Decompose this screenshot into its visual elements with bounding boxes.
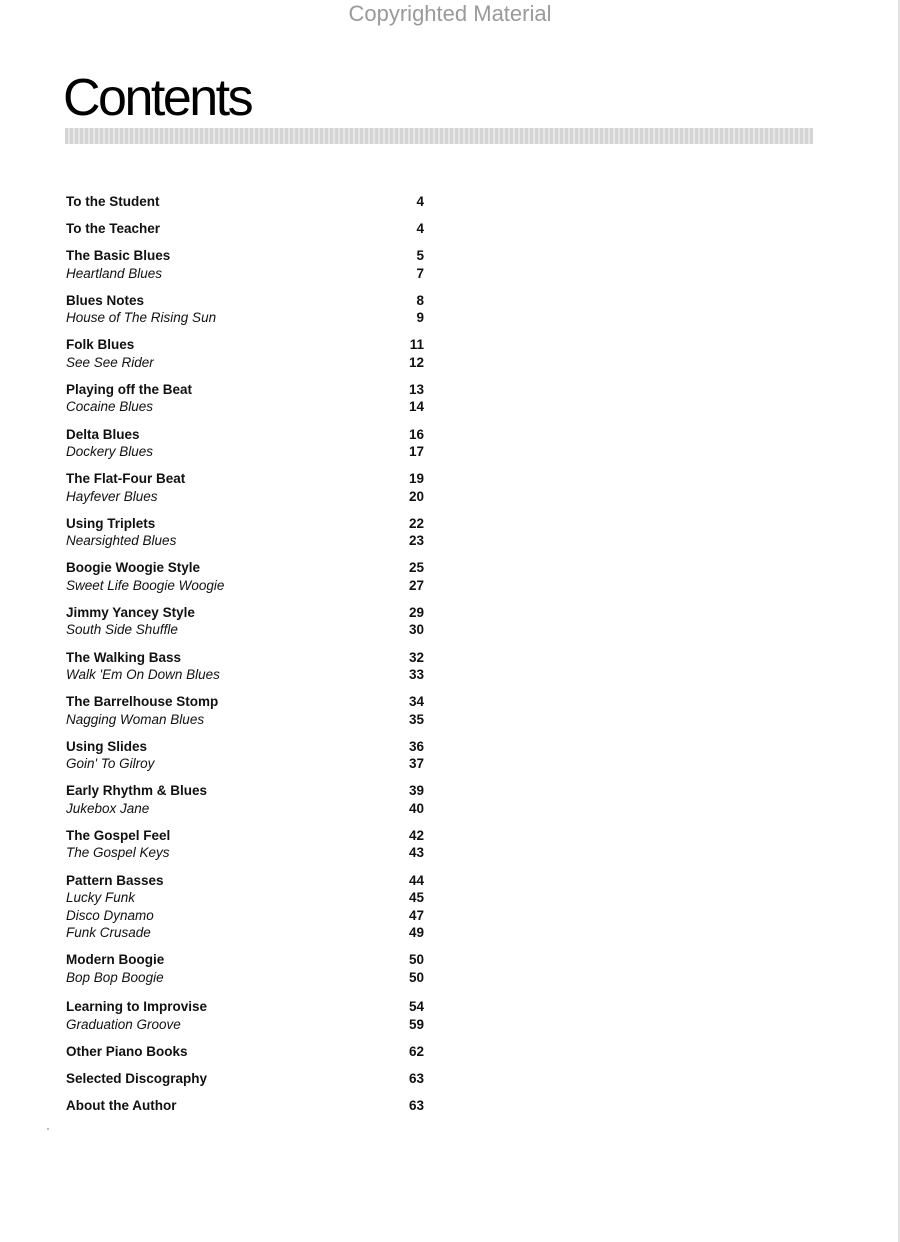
toc-song: [66, 924, 424, 942]
toc-song: [66, 265, 424, 283]
toc-section-title: Early Rhythm & Blues: [66, 783, 208, 799]
toc-section: [66, 515, 424, 533]
toc-song: [66, 488, 424, 506]
toc-song-title: Nagging Woman Blues: [66, 711, 205, 727]
toc-song-title: Goin' To Gilroy: [66, 756, 155, 772]
toc-page-number: 37: [408, 756, 424, 772]
toc-page-number: 4: [416, 221, 424, 237]
toc-section: [66, 220, 424, 238]
toc-page-number: 30: [408, 622, 424, 638]
toc-page-number: 50: [408, 952, 424, 968]
toc-page-number: 50: [408, 969, 424, 985]
toc-page-number: 20: [408, 488, 424, 504]
toc-page-number: 39: [408, 783, 424, 799]
toc-page-number: 9: [416, 310, 424, 326]
toc-section-title: About the Author: [66, 1097, 177, 1113]
toc-section-title: To the Student: [66, 194, 160, 209]
table-of-contents: [66, 193, 436, 1114]
toc-page-number: 32: [408, 649, 424, 665]
toc-section-title: Delta Blues: [66, 426, 140, 442]
toc-song: [66, 969, 424, 987]
toc-song-title: Nearsighted Blues: [66, 533, 177, 549]
toc-section: [66, 1043, 424, 1061]
toc-page-number: 5: [416, 248, 424, 264]
toc-song-title: Disco Dynamo: [66, 907, 154, 923]
toc-section-title: Blues Notes: [66, 292, 145, 308]
toc-section: [66, 782, 424, 800]
toc-song: [66, 666, 424, 684]
toc-song-title: Cocaine Blues: [66, 399, 154, 415]
toc-song-title: House of The Rising Sun: [66, 310, 217, 326]
toc-page-number: 63: [408, 1070, 424, 1086]
toc-song: [66, 711, 424, 729]
toc-song-title: Sweet Life Boogie Woogie: [66, 577, 225, 593]
toc-song-title: South Side Shuffle: [66, 622, 178, 638]
toc-page-number: 42: [408, 827, 424, 843]
page-title: Contents: [63, 69, 252, 127]
toc-section: [66, 827, 424, 845]
toc-section: [66, 1070, 424, 1088]
toc-song-title: Dockery Blues: [66, 444, 154, 460]
toc-page-number: 12: [408, 354, 424, 370]
toc-page-number: 16: [408, 426, 424, 442]
toc-song-title: See See Rider: [66, 354, 154, 370]
toc-section: [66, 381, 424, 399]
toc-section: [66, 426, 424, 444]
toc-song: [66, 398, 424, 416]
toc-section: [66, 1097, 424, 1115]
toc-page-number: 33: [408, 667, 424, 683]
toc-page-number: 44: [408, 872, 424, 888]
toc-page-number: 14: [408, 399, 424, 415]
toc-page-number: 22: [408, 515, 424, 531]
toc-section-title: Playing off the Beat: [66, 381, 193, 397]
toc-song: [66, 800, 424, 818]
toc-section-title: To the Teacher: [66, 221, 161, 237]
toc-section-title: The Gospel Feel: [66, 827, 171, 843]
toc-page-number: 43: [408, 845, 424, 861]
toc-page-number: 13: [408, 381, 424, 397]
toc-song: [66, 577, 424, 595]
toc-song-title: Heartland Blues: [66, 265, 163, 281]
toc-page-number: 23: [408, 533, 424, 549]
toc-page-number: 17: [408, 444, 424, 460]
toc-section: [66, 559, 424, 577]
toc-page-number: 45: [408, 890, 424, 905]
toc-page-number: 62: [408, 1043, 424, 1059]
toc-page-number: 40: [408, 800, 424, 816]
toc-section-title: Selected Discography: [66, 1070, 208, 1086]
toc-page-number: 7: [416, 265, 424, 281]
toc-page-number: 8: [416, 292, 424, 308]
toc-song: [66, 621, 424, 639]
toc-section-title: Boogie Woogie Style: [66, 560, 201, 576]
toc-section: [66, 951, 424, 969]
toc-page-number: 11: [409, 337, 424, 353]
toc-section-title: Jimmy Yancey Style: [66, 604, 195, 620]
toc-song: [66, 889, 424, 907]
toc-song-title: Funk Crusade: [66, 925, 151, 940]
toc-section-title: The Flat-Four Beat: [66, 471, 186, 487]
toc-section-title: Using Slides: [66, 738, 148, 754]
toc-page-number: 35: [408, 711, 424, 727]
toc-section-title: Learning to Improvise: [66, 999, 208, 1015]
toc-song-title: The Gospel Keys: [66, 845, 170, 861]
toc-page-number: 4: [416, 194, 424, 209]
toc-page-number: 29: [408, 604, 424, 620]
toc-section: [66, 872, 424, 890]
toc-section: [66, 470, 424, 488]
toc-song-title: Bop Bop Boogie: [66, 969, 164, 985]
toc-section: [66, 649, 424, 667]
toc-page-number: 63: [408, 1097, 424, 1113]
toc-song: [66, 309, 424, 327]
toc-page-number: 49: [408, 925, 424, 940]
toc-section-title: Pattern Basses: [66, 872, 164, 888]
toc-section: [66, 998, 424, 1016]
toc-song: [66, 1016, 424, 1034]
toc-section-title: The Walking Bass: [66, 649, 182, 665]
toc-song-title: Jukebox Jane: [66, 800, 150, 816]
toc-section: [66, 738, 424, 756]
toc-page-number: 27: [408, 577, 424, 593]
toc-song-title: Walk 'Em On Down Blues: [66, 667, 220, 683]
toc-song-title: Lucky Funk: [66, 890, 136, 905]
toc-section: [66, 336, 424, 354]
toc-section-title: Modern Boogie: [66, 952, 165, 968]
toc-section: [66, 604, 424, 622]
toc-page-number: 34: [408, 694, 424, 710]
toc-section-title: Using Triplets: [66, 515, 156, 531]
toc-song: [66, 907, 424, 925]
toc-song: [66, 532, 424, 550]
toc-page-number: 25: [408, 560, 424, 576]
toc-song: [66, 443, 424, 461]
toc-section-title: Folk Blues: [66, 337, 135, 353]
toc-page-number: 19: [408, 471, 424, 487]
toc-section-title: The Barrelhouse Stomp: [66, 694, 219, 710]
toc-section-title: Other Piano Books: [66, 1043, 188, 1059]
toc-song-title: Graduation Groove: [66, 1016, 181, 1032]
toc-song: [66, 844, 424, 862]
title-divider: [65, 128, 813, 144]
toc-song: [66, 354, 424, 372]
copyright-watermark: Copyrighted Material: [348, 1, 552, 26]
toc-section-title: The Basic Blues: [66, 248, 171, 264]
toc-section: [66, 247, 424, 265]
toc-section: [66, 693, 424, 711]
toc-page-number: 36: [408, 738, 424, 754]
toc-page-number: 47: [408, 907, 424, 923]
toc-page-number: 54: [408, 999, 424, 1015]
toc-section: [66, 292, 424, 310]
toc-page-number: 59: [408, 1016, 424, 1032]
scan-speck: [47, 1128, 49, 1130]
toc-section: [66, 193, 424, 211]
toc-song: [66, 755, 424, 773]
toc-song-title: Hayfever Blues: [66, 488, 158, 504]
